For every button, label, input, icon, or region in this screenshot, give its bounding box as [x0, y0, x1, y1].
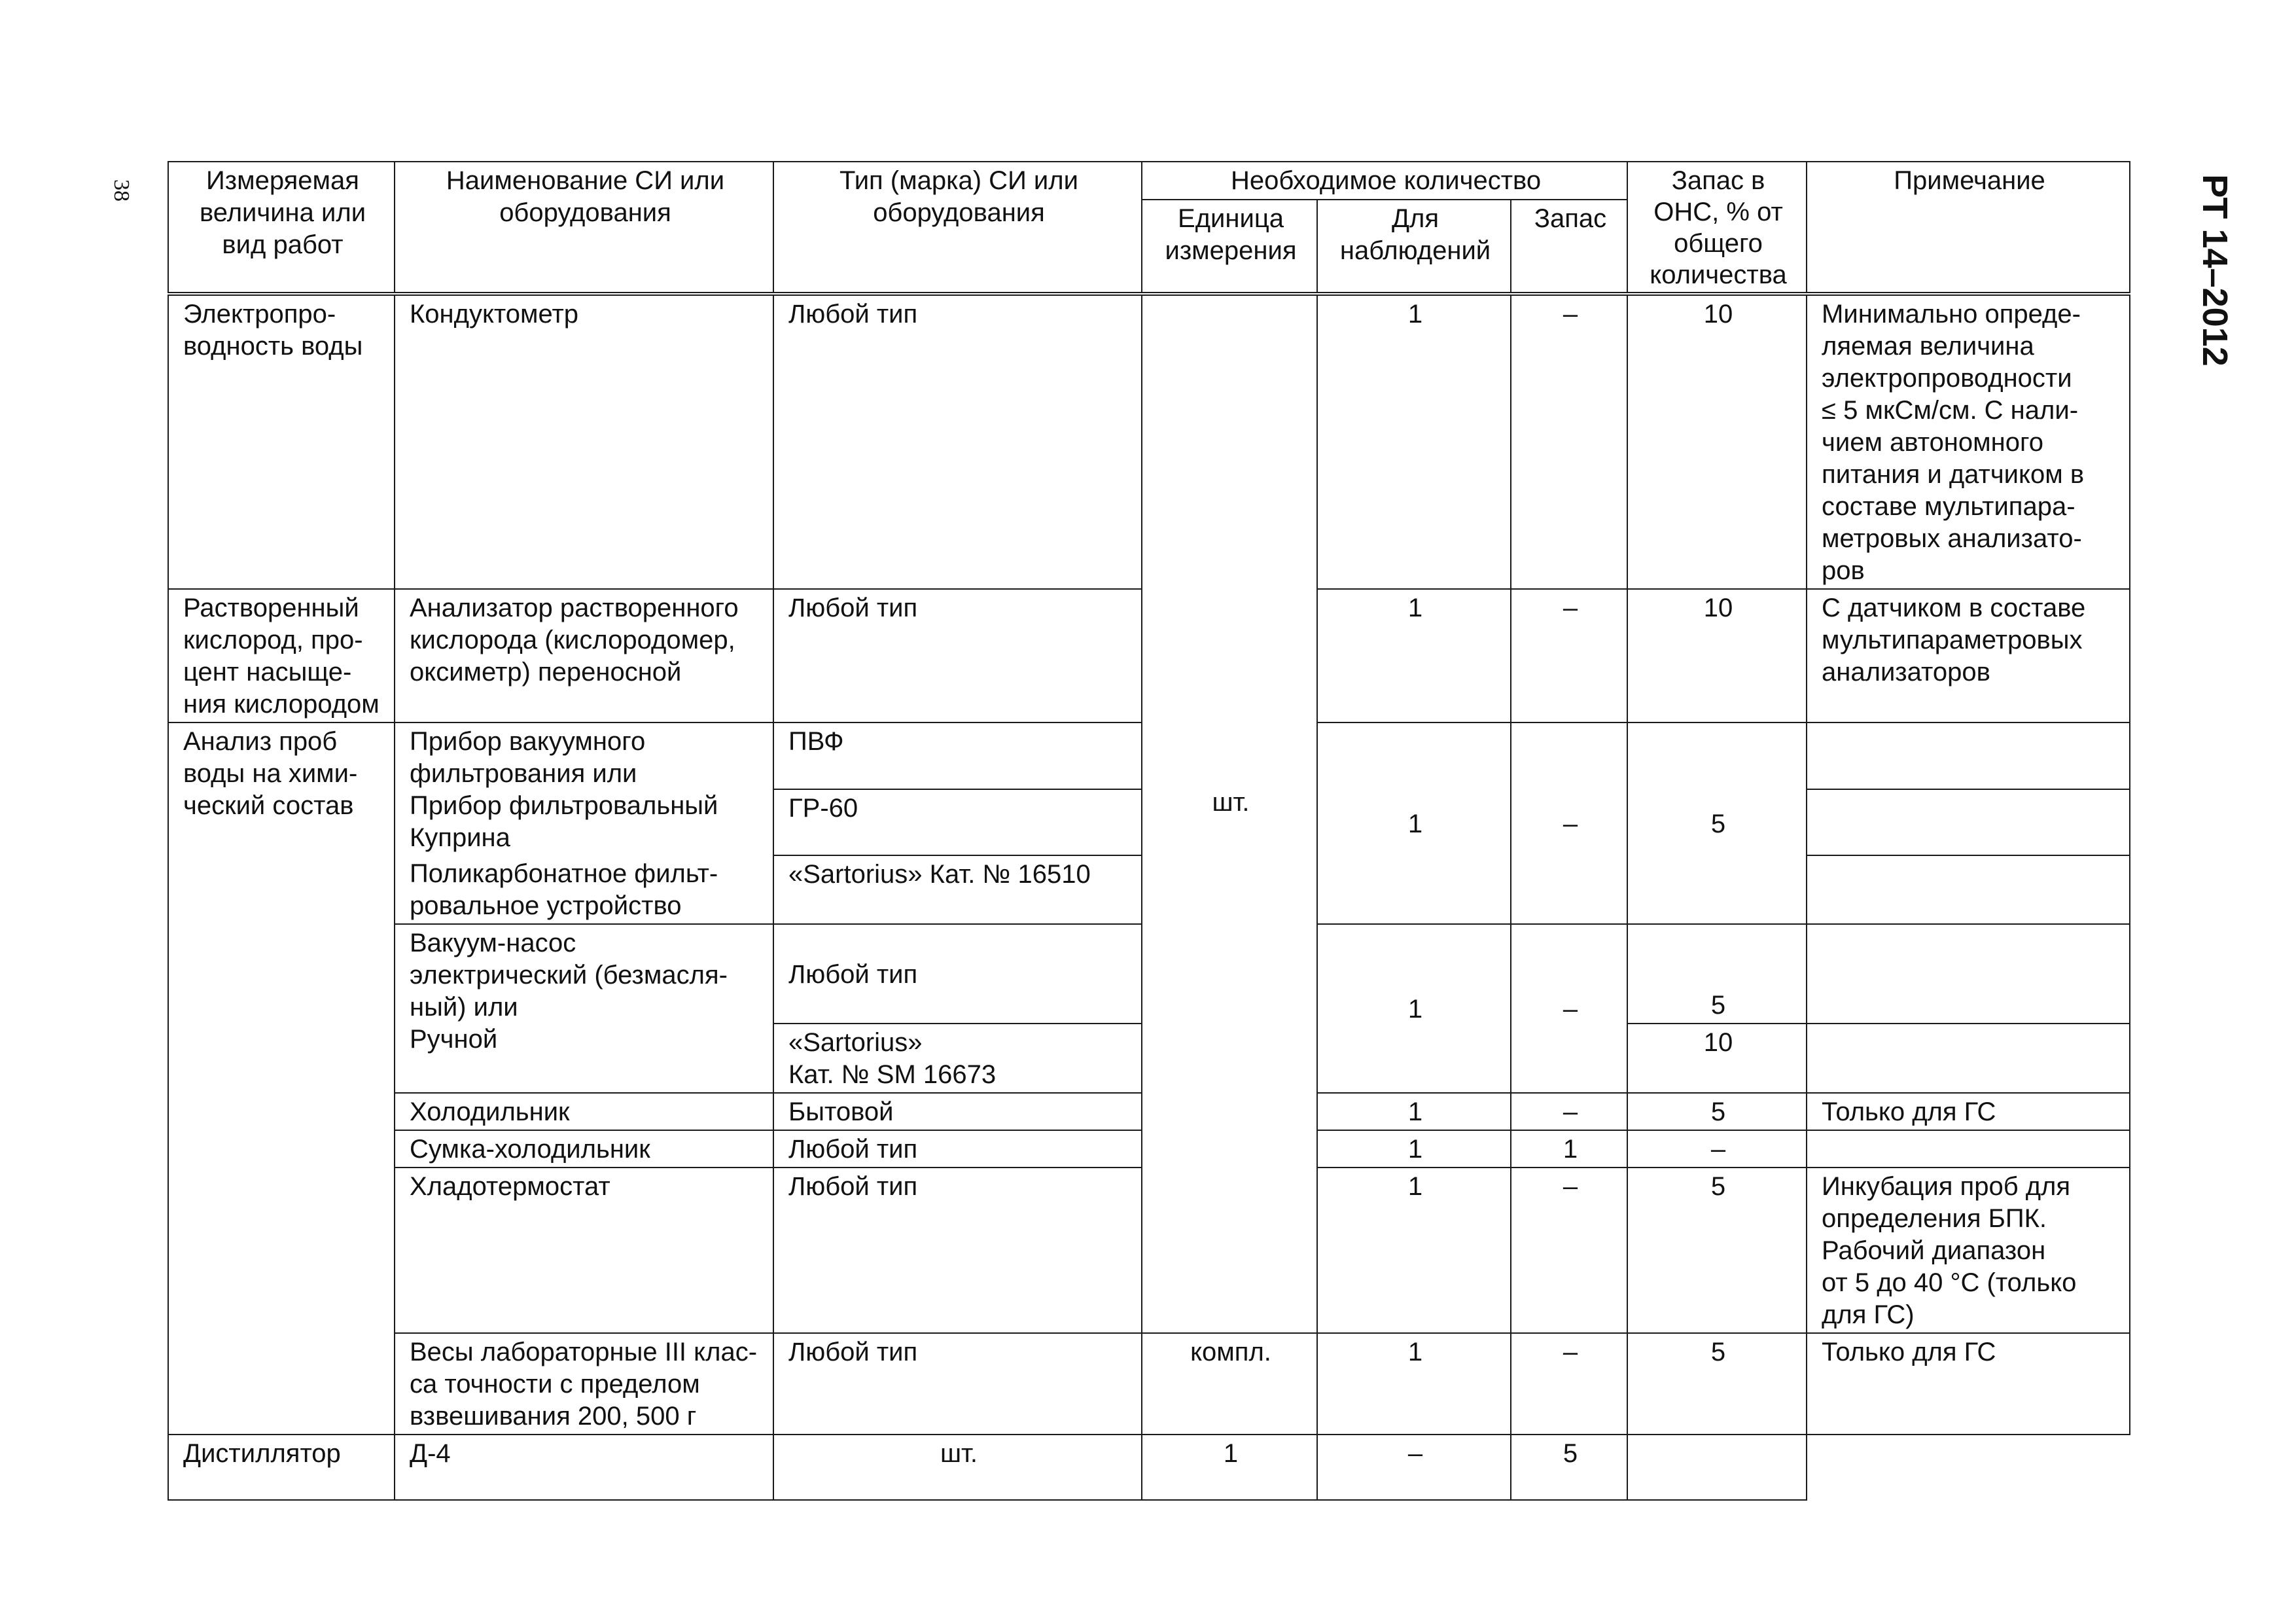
- equipment-table: [168, 161, 2130, 1501]
- header-ons-reserve: Запас в ОНС, % от общего количества: [1627, 162, 1807, 294]
- type-cell: Любой тип: [773, 589, 1142, 722]
- obs-cell: 1: [1142, 1435, 1317, 1500]
- header-type: Тип (марка) СИ или оборудования: [773, 162, 1142, 294]
- name-cell: Сумка-холодильник: [395, 1130, 773, 1168]
- note-cell: [1807, 924, 2130, 1024]
- reserve-cell: –: [1511, 924, 1627, 1093]
- reserve-cell: 1: [1511, 1130, 1627, 1168]
- page-number: 38: [109, 179, 133, 202]
- name-cell: Вакуум-насос электрический (безмасля- ный) или Ручной: [395, 924, 773, 1093]
- measure-cell: Анализ проб воды на хими- ческий состав: [168, 722, 395, 1435]
- reserve-cell: –: [1511, 589, 1627, 722]
- reserve-cell: –: [1511, 1333, 1627, 1435]
- table-row: [168, 294, 2130, 589]
- note-cell: [1807, 1024, 2130, 1093]
- obs-cell: 1: [1317, 1130, 1511, 1168]
- reserve-cell: –: [1511, 1168, 1627, 1333]
- type-cell: Любой тип: [773, 1130, 1142, 1168]
- name-cell: Хладотермостат: [395, 1168, 773, 1333]
- note-cell: Инкубация проб для определения БПК. Рабочий диапазон от 5 до 40 °С (только для ГС): [1807, 1168, 2130, 1333]
- note-cell: Только для ГС: [1807, 1093, 2130, 1130]
- ons-cell: 5: [1627, 722, 1807, 924]
- note-cell: Минимально опреде- ляемая величина электропроводности ≤ 5 мкСм/см. С нали- чием автономного питания и датчиком в составе мультипара- метровых анализато- ров: [1807, 294, 2130, 589]
- measure-cell: Растворенный кислород, про- цент насыще- ния кислородом: [168, 589, 395, 722]
- header-name: Наименование СИ или оборудования: [395, 162, 773, 294]
- name-cell: Кондуктометр: [395, 294, 773, 589]
- ons-cell: 5: [1627, 1168, 1807, 1333]
- obs-cell: 1: [1317, 294, 1511, 589]
- note-cell: [1807, 722, 2130, 789]
- unit-cell-shared: шт.: [1142, 294, 1317, 1333]
- unit-cell: компл.: [1142, 1333, 1317, 1435]
- ons-cell: 5: [1627, 924, 1807, 1024]
- measure-cell: Электропро- водность воды: [168, 294, 395, 589]
- unit-cell: шт.: [773, 1435, 1142, 1500]
- type-cell: Любой тип: [773, 294, 1142, 589]
- header-required-quantity: Необходимое количество: [1142, 162, 1627, 200]
- note-cell: [1627, 1435, 1807, 1500]
- type-cell: Любой тип: [773, 1168, 1142, 1333]
- note-cell: [1807, 1130, 2130, 1168]
- type-cell: ГР-60: [773, 789, 1142, 856]
- ons-cell: 10: [1627, 1024, 1807, 1093]
- obs-cell: 1: [1317, 1093, 1511, 1130]
- ons-cell: 5: [1511, 1435, 1627, 1500]
- ons-cell: 5: [1627, 1093, 1807, 1130]
- type-cell: «Sartorius» Кат. № 16510: [773, 855, 1142, 924]
- document-code: РТ 14–2012: [2195, 174, 2234, 366]
- header-reserve: Запас: [1511, 200, 1627, 294]
- obs-cell: 1: [1317, 924, 1511, 1093]
- obs-cell: 1: [1317, 589, 1511, 722]
- header-measure: Измеряемая величина или вид работ: [168, 162, 395, 294]
- obs-cell: 1: [1317, 722, 1511, 924]
- ons-cell: 10: [1627, 589, 1807, 722]
- name-cell: Прибор вакуумного фильтрования или Прибор фильтровальный Куприна: [395, 722, 773, 855]
- reserve-cell: –: [1317, 1435, 1511, 1500]
- note-cell: [1807, 789, 2130, 856]
- name-cell: Дистиллятор: [168, 1435, 395, 1500]
- ons-cell: –: [1627, 1130, 1807, 1168]
- header-note: Примечание: [1807, 162, 2130, 294]
- type-cell: Д-4: [395, 1435, 773, 1500]
- name-cell: Анализатор растворенного кислорода (кислородомер, оксиметр) переносной: [395, 589, 773, 722]
- reserve-cell: –: [1511, 722, 1627, 924]
- type-cell: Любой тип: [773, 1333, 1142, 1435]
- obs-cell: 1: [1317, 1168, 1511, 1333]
- table-row: [168, 1333, 2130, 1435]
- name-cell: Холодильник: [395, 1093, 773, 1130]
- type-cell: «Sartorius» Кат. № SM 16673: [773, 1024, 1142, 1093]
- header-for-observations: Для наблюдений: [1317, 200, 1511, 294]
- type-cell: Бытовой: [773, 1093, 1142, 1130]
- type-cell: ПВФ: [773, 722, 1142, 789]
- name-cell: Поликарбонатное фильт- ровальное устройство: [395, 855, 773, 924]
- name-cell: Весы лабораторные III клас- са точности с пределом взвешивания 200, 500 г: [395, 1333, 773, 1435]
- note-cell: Только для ГС: [1807, 1333, 2130, 1435]
- ons-cell: 10: [1627, 294, 1807, 589]
- obs-cell: 1: [1317, 1333, 1511, 1435]
- table-row: [168, 1435, 2130, 1500]
- ons-cell: 5: [1627, 1333, 1807, 1435]
- reserve-cell: –: [1511, 294, 1627, 589]
- note-cell: [1807, 855, 2130, 924]
- type-cell: Любой тип: [773, 924, 1142, 1024]
- header-unit: Единица измерения: [1142, 200, 1317, 294]
- reserve-cell: –: [1511, 1093, 1627, 1130]
- note-cell: С датчиком в составе мультипараметровых анализаторов: [1807, 589, 2130, 722]
